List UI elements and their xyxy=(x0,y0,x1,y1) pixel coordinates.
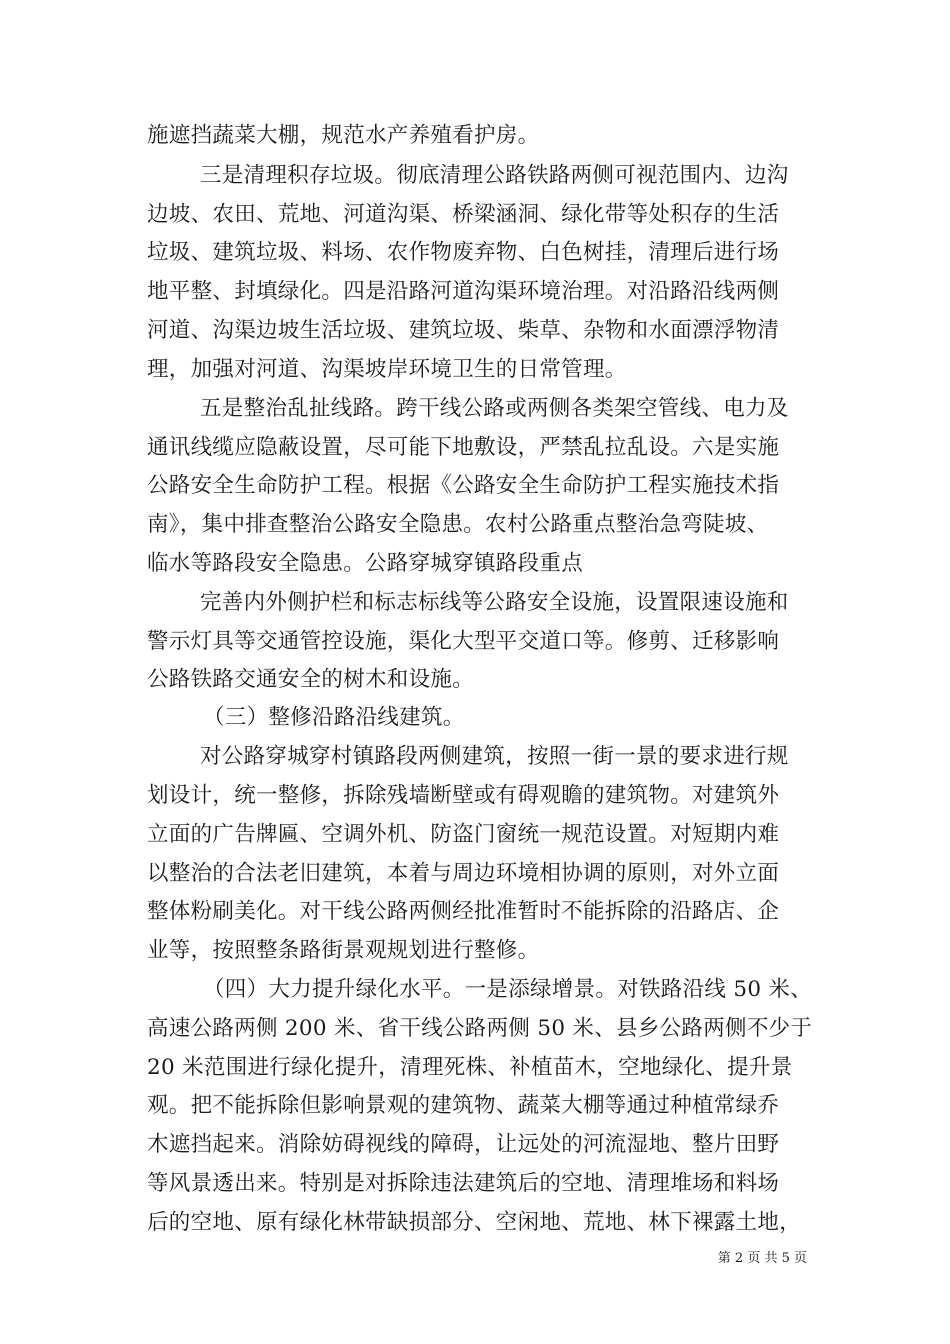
text-line: 立面的广告牌匾、空调外机、防盗门窗统一规范设置。对短期内难 xyxy=(147,822,780,847)
text-line: 河道、沟渠边坡生活垃圾、建筑垃圾、柴草、杂物和水面漂浮物清 xyxy=(147,318,780,343)
text-line: 边坡、农田、荒地、河道沟渠、桥梁涵洞、绿化带等处积存的生活 xyxy=(147,202,780,227)
section-heading: （三）整修沿路沿线建筑。 xyxy=(203,705,465,730)
text-line: 等风景透出来。特别是对拆除违法建筑后的空地、清理堆场和料场 xyxy=(147,1171,780,1196)
text-line: 20 米范围进行绿化提升，清理死株、补植苗木，空地绿化、提升景 xyxy=(147,1055,793,1080)
text-line: 完善内外侧护栏和标志标线等公路安全设施，设置限速设施和 xyxy=(200,590,789,615)
text-line: 高速公路两侧 200 米、省干线公路两侧 50 米、县乡公路两侧不少于 xyxy=(147,1016,813,1041)
text-line: 警示灯具等交通管控设施，渠化大型平交道口等。修剪、迁移影响 xyxy=(147,629,780,654)
text-line: 木遮挡起来。消除妨碍视线的障碍，让远处的河流湿地、整片田野 xyxy=(147,1132,780,1157)
text-line: 划设计，统一整修，拆除残墙断壁或有碍观瞻的建筑物。对建筑外 xyxy=(147,783,780,808)
text-line: 南》，集中排查整治公路安全隐患。农村公路重点整治急弯陡坡、 xyxy=(147,512,769,537)
text-line: 五是整治乱扯线路。跨干线公路或两侧各类架空管线、电力及 xyxy=(200,396,789,421)
text-line: 地平整、封填绿化。四是沿路河道沟渠环境治理。对沿路沿线两侧 xyxy=(147,279,780,304)
text-line: 公路铁路交通安全的树木和设施。 xyxy=(147,667,475,692)
text-line: 对公路穿城穿村镇路段两侧建筑，按照一街一景的要求进行规 xyxy=(200,744,789,769)
text-line: 整体粉刷美化。对干线公路两侧经批准暂时不能拆除的沿路店、企 xyxy=(147,899,780,924)
text-line: 三是清理积存垃圾。彻底清理公路铁路两侧可视范围内、边沟 xyxy=(200,163,789,188)
text-line: 观。把不能拆除但影响景观的建筑物、蔬菜大棚等通过种植常绿乔 xyxy=(147,1093,780,1118)
text-line: 理，加强对河道、沟渠坡岸环境卫生的日常管理。 xyxy=(147,357,627,382)
text-line: 后的空地、原有绿化林带缺损部分、空闲地、荒地、林下裸露土地， xyxy=(147,1210,802,1235)
page-number: 第 2 页 共 5 页 xyxy=(717,1251,807,1266)
text-line: 通讯线缆应隐蔽设置，尽可能下地敷设，严禁乱拉乱设。六是实施 xyxy=(147,435,780,460)
text-line: 以整治的合法老旧建筑，本着与周边环境相协调的原则，对外立面 xyxy=(147,861,780,886)
text-line: 垃圾、建筑垃圾、料场、农作物废弃物、白色树挂，清理后进行场 xyxy=(147,240,780,265)
text-line: 公路安全生命防护工程。根据《公路安全生命防护工程实施技术指 xyxy=(147,473,780,498)
text-line: 业等，按照整条路街景观规划进行整修。 xyxy=(147,938,540,963)
text-line: 临水等路段安全隐患。公路穿城穿镇路段重点 xyxy=(147,551,584,576)
text-line: 施遮挡蔬菜大棚，规范水产养殖看护房。 xyxy=(147,123,540,148)
section-heading: （四）大力提升绿化水平。一是添绿增景。对铁路沿线 50 米、 xyxy=(203,977,813,1002)
